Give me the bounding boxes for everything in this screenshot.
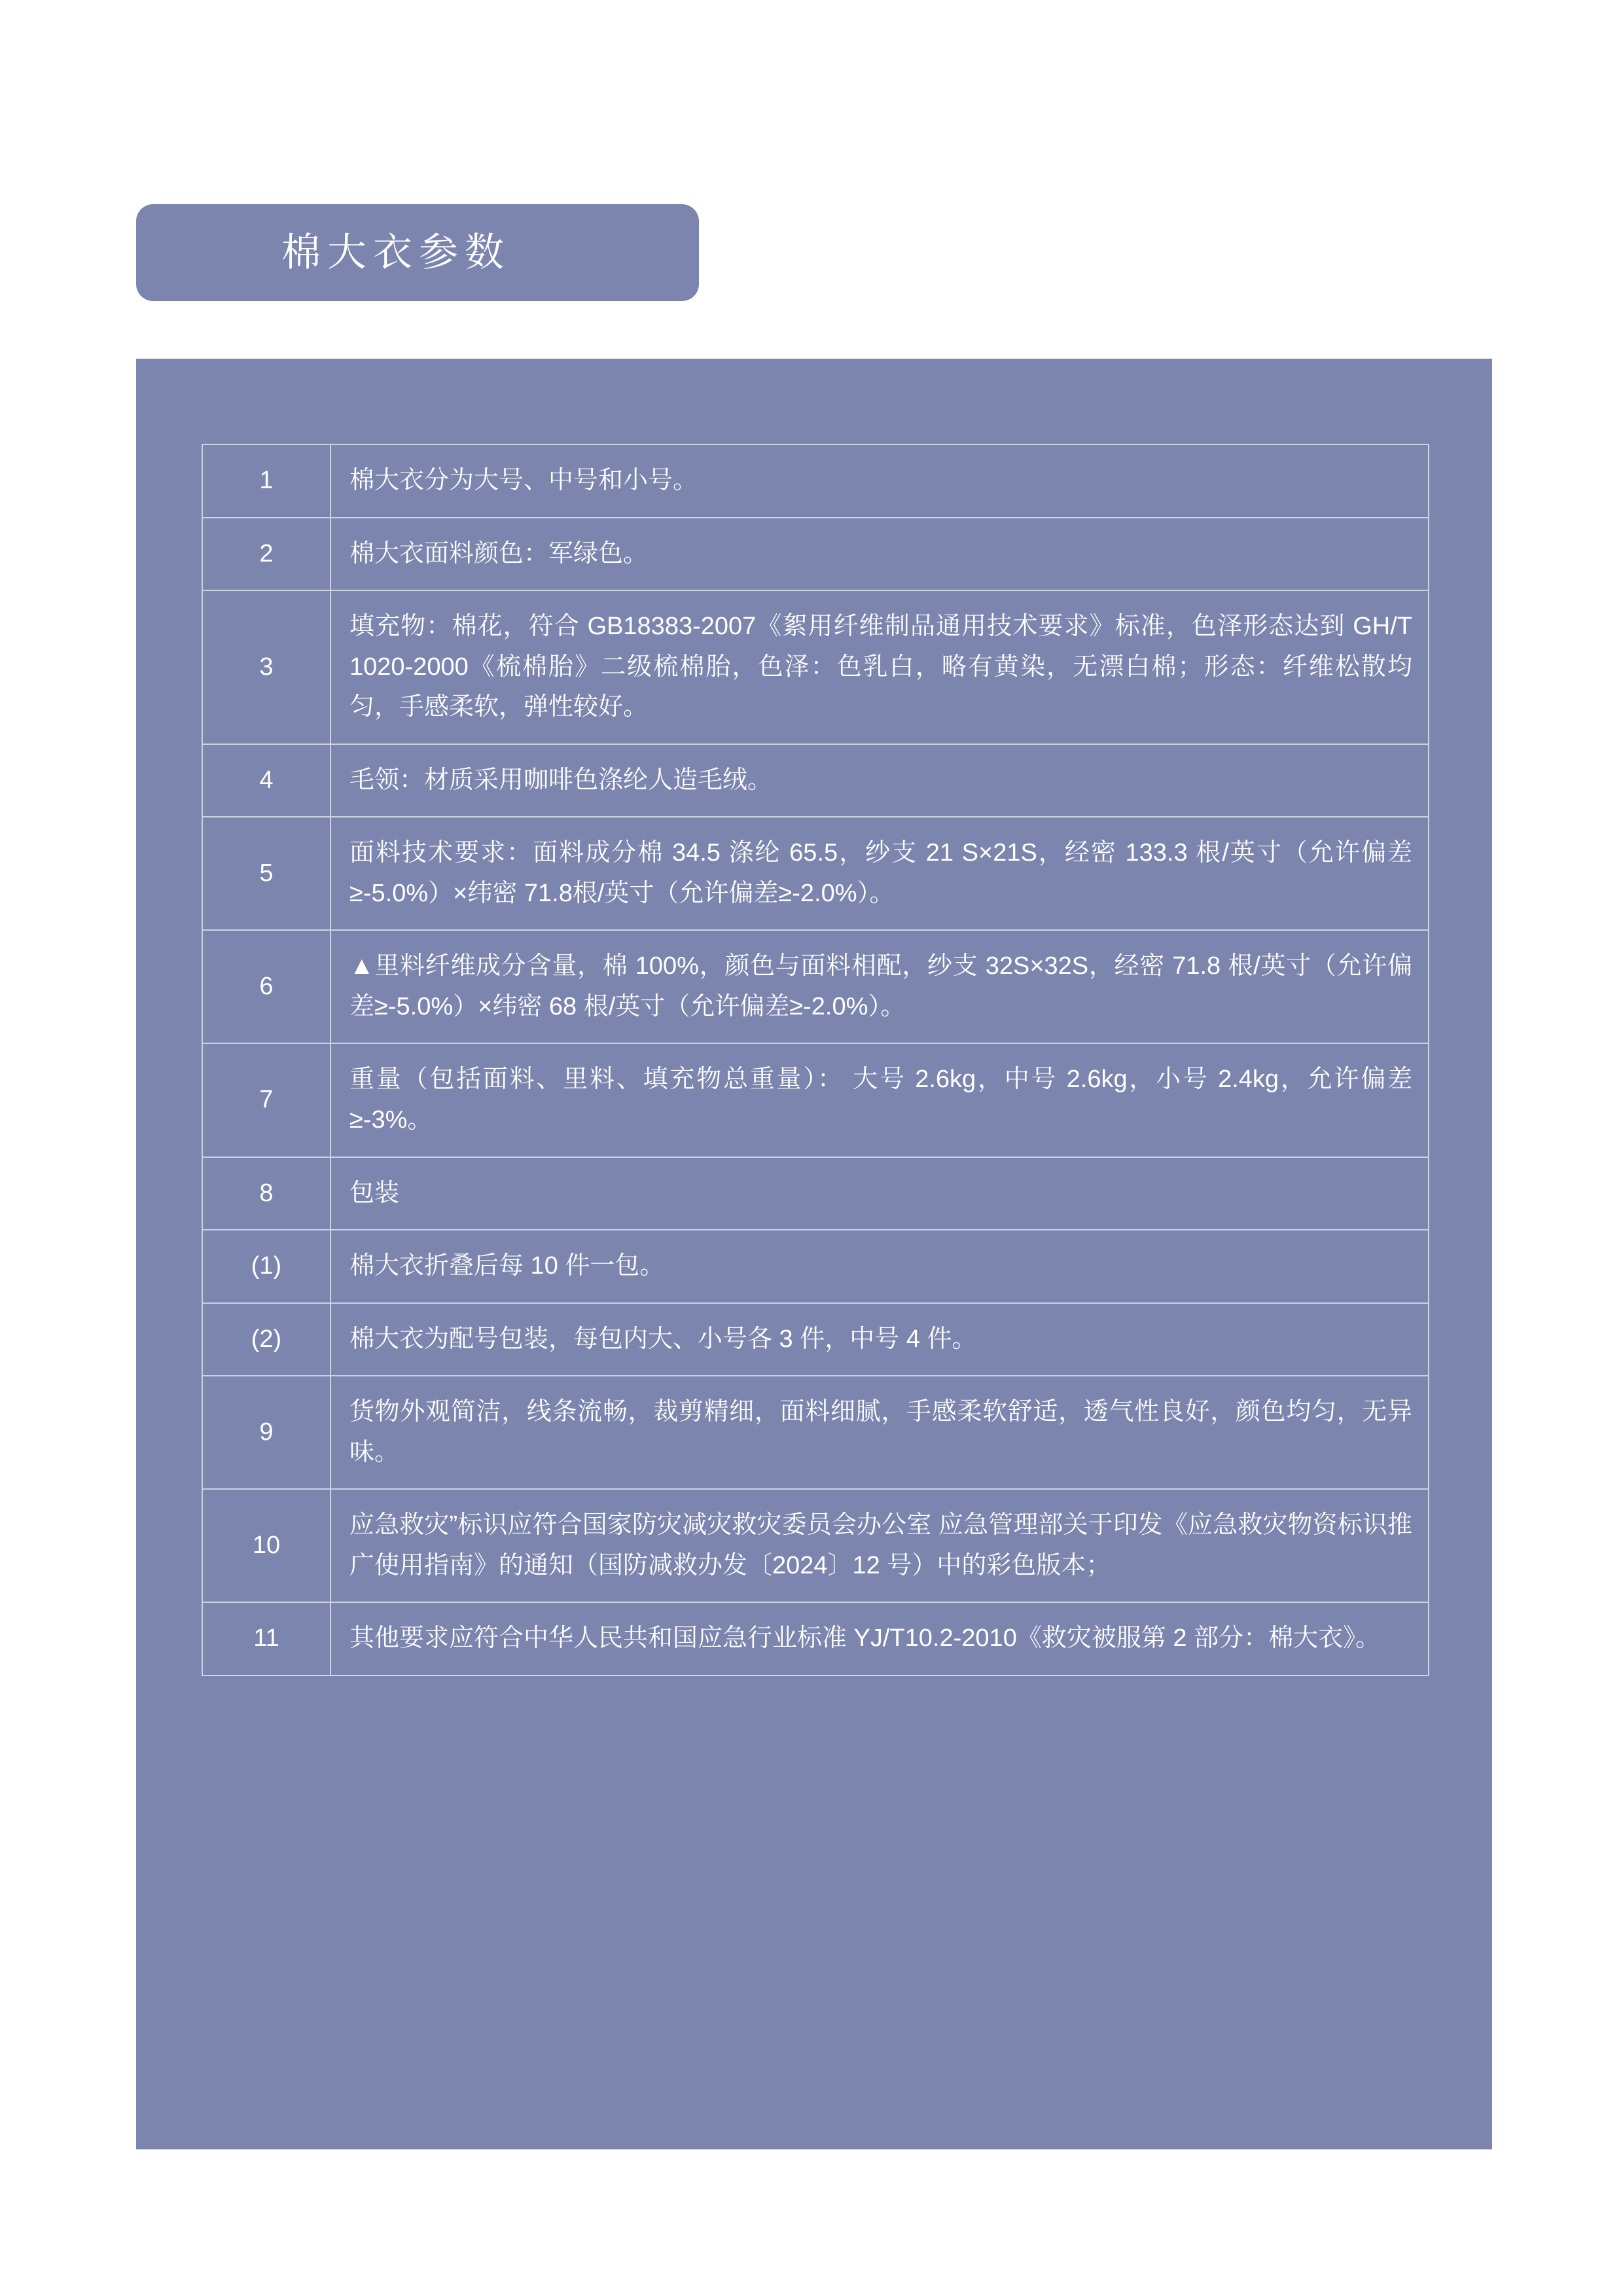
page-title-banner — [136, 204, 699, 301]
parameters-panel — [136, 359, 1492, 2149]
parameters-table-wrapper — [202, 444, 1429, 1676]
row-index: 6 — [202, 930, 330, 1043]
table-row — [202, 744, 1429, 817]
page-title: 棉大衣参数 — [281, 230, 510, 274]
row-description: 其他要求应符合中华人民共和国应急行业标准 YJ/T10.2-2010《救灾被服第 2 部分：棉大衣》。 — [330, 1602, 1429, 1676]
table-row — [202, 444, 1429, 518]
table-row — [202, 930, 1429, 1043]
row-index: 9 — [202, 1376, 330, 1489]
table-row — [202, 1230, 1429, 1303]
row-description: ▲里料纤维成分含量，棉 100%，颜色与面料相配，纱支 32S×32S，经密 71.8 根/英寸（允许偏差≥-5.0%）×纬密 68 根/英寸（允许偏差≥-2.0%）。 — [330, 930, 1429, 1043]
row-description: 面料技术要求：面料成分棉 34.5 涤纶 65.5，纱支 21 S×21S，经密 133.3 根/英寸（允许偏差≥-5.0%）×纬密 71.8根/英寸（允许偏差≥-2.0%）。 — [330, 817, 1429, 930]
row-description: 重量（包括面料、里料、填充物总重量）： 大号 2.6kg，中号 2.6kg，小号 2.4kg，允许偏差≥-3%。 — [330, 1043, 1429, 1157]
parameters-table-body — [202, 444, 1429, 1676]
row-index: 2 — [202, 518, 330, 591]
row-index: 3 — [202, 590, 330, 744]
row-description: 填充物：棉花，符合 GB18383-2007《絮用纤维制品通用技术要求》标准，色泽形态达到 GH/T 1020-2000《梳棉胎》二级梳棉胎，色泽：色乳白，略有黄染，无漂白棉；形态：纤维松散均匀，手感柔软，弹性较好。 — [330, 590, 1429, 744]
row-description: 棉大衣面料颜色：军绿色。 — [330, 518, 1429, 591]
row-index: (2) — [202, 1303, 330, 1376]
row-index: 10 — [202, 1489, 330, 1602]
row-index: 11 — [202, 1602, 330, 1676]
table-row — [202, 1376, 1429, 1489]
table-row — [202, 1602, 1429, 1676]
row-description: 棉大衣分为大号、中号和小号。 — [330, 444, 1429, 518]
row-index: (1) — [202, 1230, 330, 1303]
row-description: 货物外观简洁，线条流畅，裁剪精细，面料细腻，手感柔软舒适，透气性良好，颜色均匀，无异味。 — [330, 1376, 1429, 1489]
table-row — [202, 1157, 1429, 1230]
row-index: 4 — [202, 744, 330, 817]
row-index: 5 — [202, 817, 330, 930]
row-description: 棉大衣为配号包装，每包内大、小号各 3 件，中号 4 件。 — [330, 1303, 1429, 1376]
row-description: 包装 — [330, 1157, 1429, 1230]
table-row — [202, 590, 1429, 744]
row-description: 应急救灾”标识应符合国家防灾减灾救灾委员会办公室 应急管理部关于印发《应急救灾物资标识推广使用指南》的通知（国防减救办发〔2024〕12 号）中的彩色版本； — [330, 1489, 1429, 1602]
table-row — [202, 1043, 1429, 1157]
row-description: 毛领：材质采用咖啡色涤纶人造毛绒。 — [330, 744, 1429, 817]
row-index: 1 — [202, 444, 330, 518]
table-row — [202, 817, 1429, 930]
table-row — [202, 1489, 1429, 1602]
parameters-table — [202, 444, 1429, 1676]
row-description: 棉大衣折叠后每 10 件一包。 — [330, 1230, 1429, 1303]
row-index: 8 — [202, 1157, 330, 1230]
row-index: 7 — [202, 1043, 330, 1157]
table-row — [202, 1303, 1429, 1376]
table-row — [202, 518, 1429, 591]
